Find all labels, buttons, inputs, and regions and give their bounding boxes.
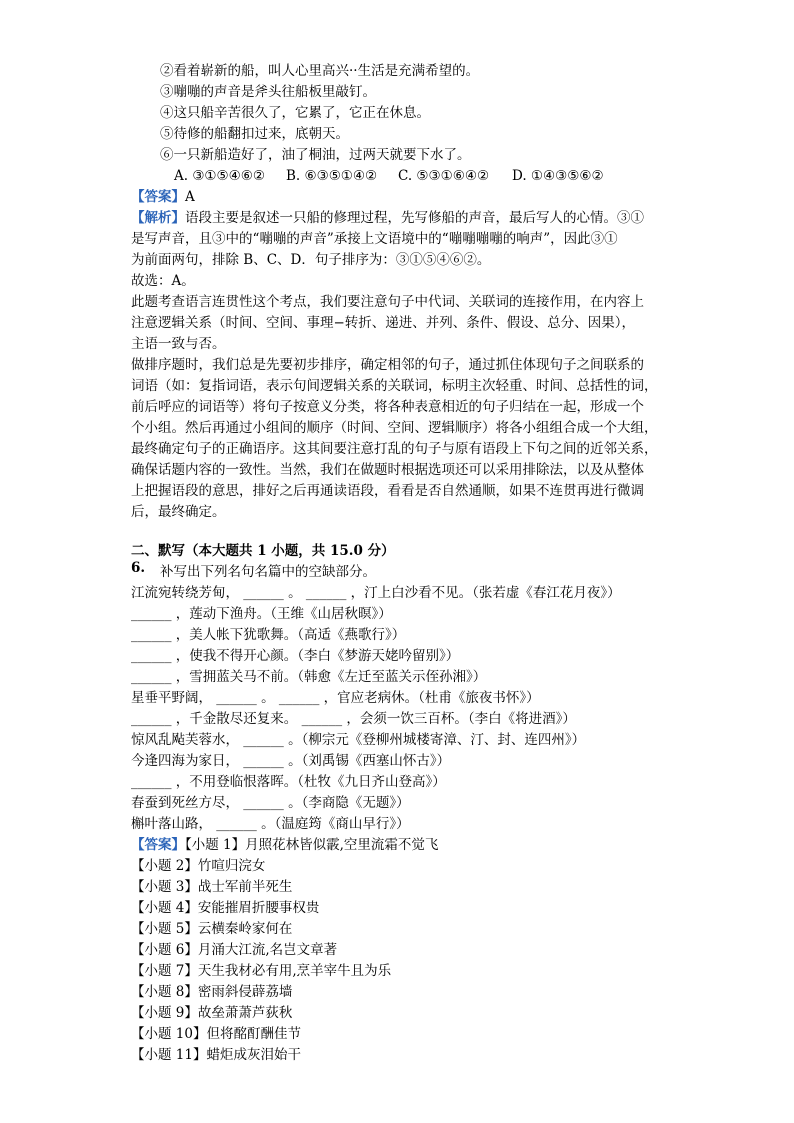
analysis-line-3: 为前面两句，排除 B、C、D．句子排序为：③①⑤④⑥②。 <box>131 252 491 268</box>
answers-line-8: 【小题 8】密雨斜侵薜荔墙 <box>131 984 293 1000</box>
choice-line-3: ③嘣嘣的声音是斧头往船板里敲钉。 <box>160 84 376 100</box>
fill-line-7: ______ ，千金散尽还复来。 ______ ，会须一饮三百杯。（李白《将进酒》） <box>131 711 576 727</box>
fill-line-2: ______ ，莲动下渔舟。（王维《山居秋暝》） <box>131 606 392 622</box>
answer-tag: 【答案】 <box>131 189 185 205</box>
answers-line-2: 【小题 2】竹喧归浣女 <box>131 858 266 874</box>
answers-line-6: 【小题 6】月涌大江流,名岂文章著 <box>131 942 338 958</box>
analysis-line-6: 注意逻辑关系（时间、空间、事理−转折、递进、并列、条件、假设、总分、因果）， <box>131 315 636 331</box>
fill-line-9: 今逢四海为家日， ______ 。（刘禹锡《西塞山怀古》） <box>131 753 451 769</box>
analysis-tag: 【解析】 <box>131 210 185 226</box>
analysis-line-4: 故选：A。 <box>131 273 195 289</box>
fill-line-12: 槲叶落山路， ______ 。（温庭筠《商山早行》） <box>131 816 410 832</box>
analysis-line-14: 上把握语段的意思，排好之后再通读语段，看看是否自然通顺，如果不连贯再进行微调 <box>131 483 644 499</box>
question-number: 6. <box>131 560 146 576</box>
answers-line-5: 【小题 5】云横秦岭家何在 <box>131 921 293 937</box>
fill-line-4: ______ ，使我不得开心颜。（李白《梦游天姥吟留别》） <box>131 648 460 664</box>
section-title: 二、默写（本大题共 1 小题，共 15.0 分） <box>131 543 395 559</box>
choice-line-6: ⑥一只新船造好了，油了桐油，过两天就要下水了。 <box>160 147 471 163</box>
fill-line-3: ______ ，美人帐下犹歌舞。（高适《燕歌行》） <box>131 627 406 643</box>
fill-line-10: ______ ，不用登临恨落晖。（杜牧《九日齐山登高》） <box>131 774 446 790</box>
analysis-line-15: 后，最终确定。 <box>131 504 226 520</box>
answers-line-1: 【答案】【小题 1】月照花林皆似霰,空里流霜不觉飞 <box>131 837 439 853</box>
analysis-line-5: 此题考查语言连贯性这个考点，我们要注意句子中代词、关联词的连接作用，在内容上 <box>131 294 644 310</box>
analysis-line-1: 【解析】语段主要是叙述一只船的修理过程，先写修船的声音，最后写人的心情。③① <box>131 210 644 226</box>
fill-line-11: 春蚕到死丝方尽， ______ 。（李商隐《无题》） <box>131 795 410 811</box>
answers-line-4: 【小题 4】安能摧眉折腰事权贵 <box>131 900 320 916</box>
option-b: B. ⑥③⑤①④② <box>286 168 378 184</box>
choice-line-2: ②看着崭新的船，叫人心里高兴··生活是充满希望的。 <box>160 63 480 79</box>
options-row <box>174 167 734 185</box>
question-prompt: 补写出下列名句名篇中的空缺部分。 <box>160 564 376 580</box>
choice-line-4: ④这只船辛苦很久了，它累了，它正在休息。 <box>160 105 430 121</box>
answer-value: A <box>185 189 195 205</box>
answers-line-3: 【小题 3】战士军前半死生 <box>131 879 293 895</box>
answer-line <box>131 188 691 206</box>
choice-line-5: ⑤待修的船翻扣过来，底朝天。 <box>160 126 349 142</box>
analysis-line-12: 最终确定句子的正确语序。这其间要注意打乱的句子与原有语段上下句之间的近邻关系， <box>131 441 658 457</box>
analysis-line-2: 是写声音，且③中的“嘣嘣的声音”承接上文语境中的“嘣嘣嘣嘣的响声”，因此③① <box>131 231 618 247</box>
fill-line-1: 江流宛转绕芳甸， ______ 。 ______ ，汀上白沙看不见。（张若虚《春江花月夜》） <box>131 585 621 601</box>
analysis-line-7: 主语一致与否。 <box>131 336 226 352</box>
analysis-line-11: 个小组。然后再通过小组间的顺序（时间、空间、逻辑顺序）将各小组组合成一个大组， <box>131 420 658 436</box>
fill-line-6: 星垂平野阔， ______ 。 ______ ，官应老病休。（杜甫《旅夜书怀》） <box>131 690 540 706</box>
answers-line-11: 【小题 11】蜡炬成灰泪始干 <box>131 1047 301 1063</box>
analysis-line-8: 做排序题时，我们总是先要初步排序，确定相邻的句子，通过抓住体现句子之间联系的 <box>131 357 644 373</box>
option-c: C. ⑤③①⑥④② <box>398 168 490 184</box>
answers-tag: 【答案】 <box>131 837 185 853</box>
analysis-line-9: 词语（如：复指词语，表示句间逻辑关系的关联词，标明主次轻重、时间、总括性的词， <box>131 378 658 394</box>
fill-line-8: 惊风乱飐芙蓉水， ______ 。（柳宗元《登柳州城楼寄漳、汀、封、连四州》） <box>131 732 586 748</box>
option-d: D. ①④③⑤⑥② <box>512 168 604 184</box>
analysis-line-13: 确保话题内容的一致性。当然，我们在做题时根据选项还可以采用排除法，以及从整体 <box>131 462 644 478</box>
option-a: A. ③①⑤④⑥② <box>174 168 265 184</box>
answers-line-10: 【小题 10】但将酩酊酬佳节 <box>131 1026 301 1042</box>
answers-line-7: 【小题 7】天生我材必有用,烹羊宰牛且为乐 <box>131 963 392 979</box>
answers-line-9: 【小题 9】故垒萧萧芦荻秋 <box>131 1005 293 1021</box>
fill-line-5: ______ ，雪拥蓝关马不前。（韩愈《左迁至蓝关示侄孙湘》） <box>131 669 487 685</box>
analysis-line-10: 前后呼应的词语等）将句子按意义分类，将各种表意相近的句子归结在一起，形成一个 <box>131 399 644 415</box>
